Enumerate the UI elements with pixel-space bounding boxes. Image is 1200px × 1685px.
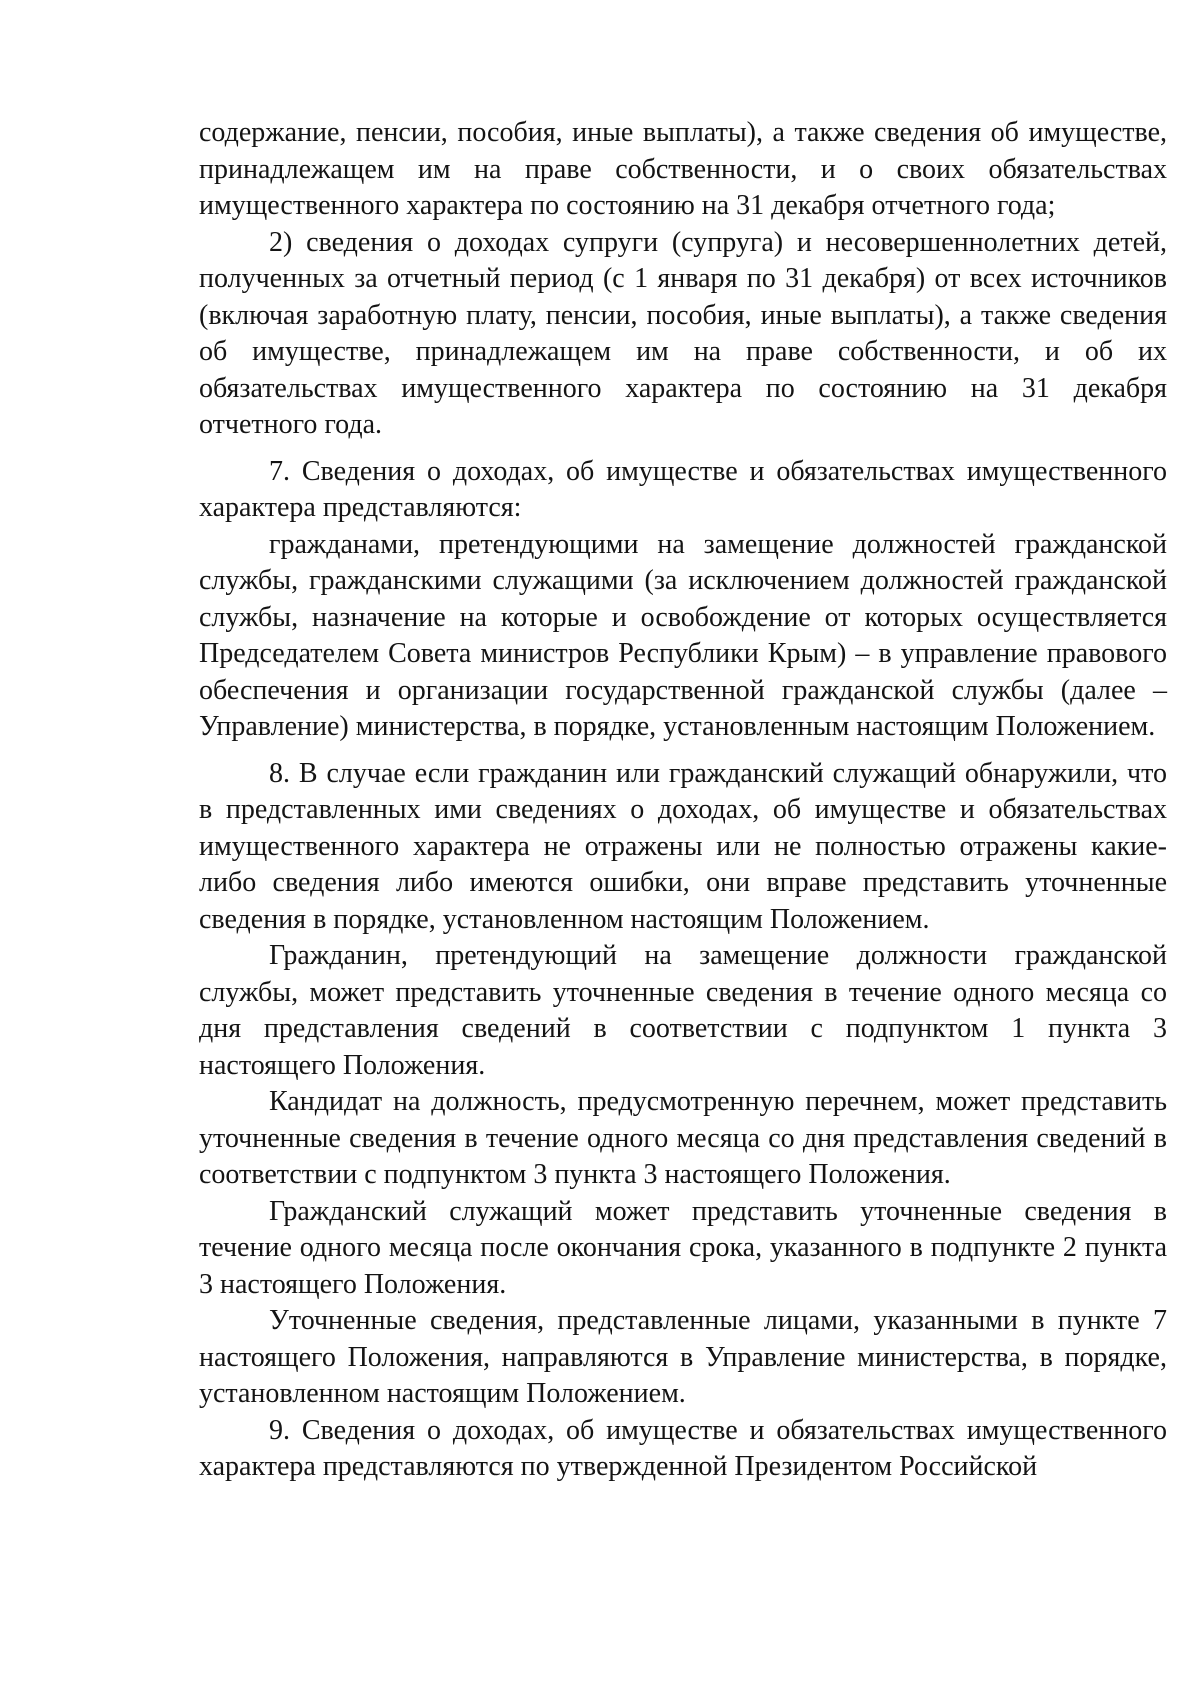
paragraph-item-9: 9. Сведения о доходах, об имуществе и обязательствах имущественного характера представляются по утвержденной Президентом Российской <box>199 1414 1167 1482</box>
paragraph-item-7-details: гражданами, претендующими на замещение должностей гражданской службы, гражданскими служащими (за исключением должностей гражданской службы, назначение на которые и освобождение от которых осуществляется Председателем Совета министров Республики Крым) – в управление правового обеспечения и организации государственной гражданской службы (далее – Управление) министерства, в порядке, установленным настоящим Положением. <box>199 528 1167 742</box>
paragraph-item-8: 8. В случае если гражданин или гражданский служащий обнаружили, что в представленных ими сведениях о доходах, об имуществе и обязательствах имущественного характера не отражены или не полностью отражены какие-либо сведения либо имеются ошибки, они вправе представить уточненные сведения в порядке, установленном настоящим Положением. <box>199 757 1167 935</box>
paragraph-citizen-clarification: Гражданин, претендующий на замещение должности гражданской службы, может представить уточненные сведения в течение одного месяца со дня представления сведений в соответствии с подпунктом 1 пункта 3 настоящего Положения. <box>199 940 1167 1081</box>
document-body <box>199 115 1167 1486</box>
paragraph-item-7: 7. Сведения о доходах, об имуществе и обязательствах имущественного характера представляются: <box>199 455 1167 523</box>
paragraph-continuation: содержание, пенсии, пособия, иные выплаты), а также сведения об имуществе, принадлежащем им на праве собственности, и о своих обязательствах имущественного характера по состоянию на 31 декабря отчетного года; <box>199 117 1167 221</box>
paragraph-servant-clarification: Гражданский служащий может представить уточненные сведения в течение одного месяца после окончания срока, указанного в подпункте 2 пункта 3 настоящего Положения. <box>199 1195 1167 1300</box>
paragraph-subitem-2: 2) сведения о доходах супруги (супруга) и несовершеннолетних детей, полученных за отчетный период (с 1 января по 31 декабря) от всех источников (включая заработную плату, пенсии, пособия, иные выплаты), а также сведения об имуществе, принадлежащем им на праве собственности, и об их обязательствах имущественного характера по состоянию на 31 декабря отчетного года. <box>199 226 1167 440</box>
paragraph-candidate-clarification: Кандидат на должность, предусмотренную перечнем, может представить уточненные сведения в течение одного месяца со дня представления сведений в соответствии с подпунктом 3 пункта 3 настоящего Положения. <box>199 1086 1167 1190</box>
paragraph-clarified-submission: Уточненные сведения, представленные лицами, указанными в пункте 7 настоящего Положения, направляются в Управление министерства, в порядке, установленном настоящим Положением. <box>199 1305 1167 1409</box>
